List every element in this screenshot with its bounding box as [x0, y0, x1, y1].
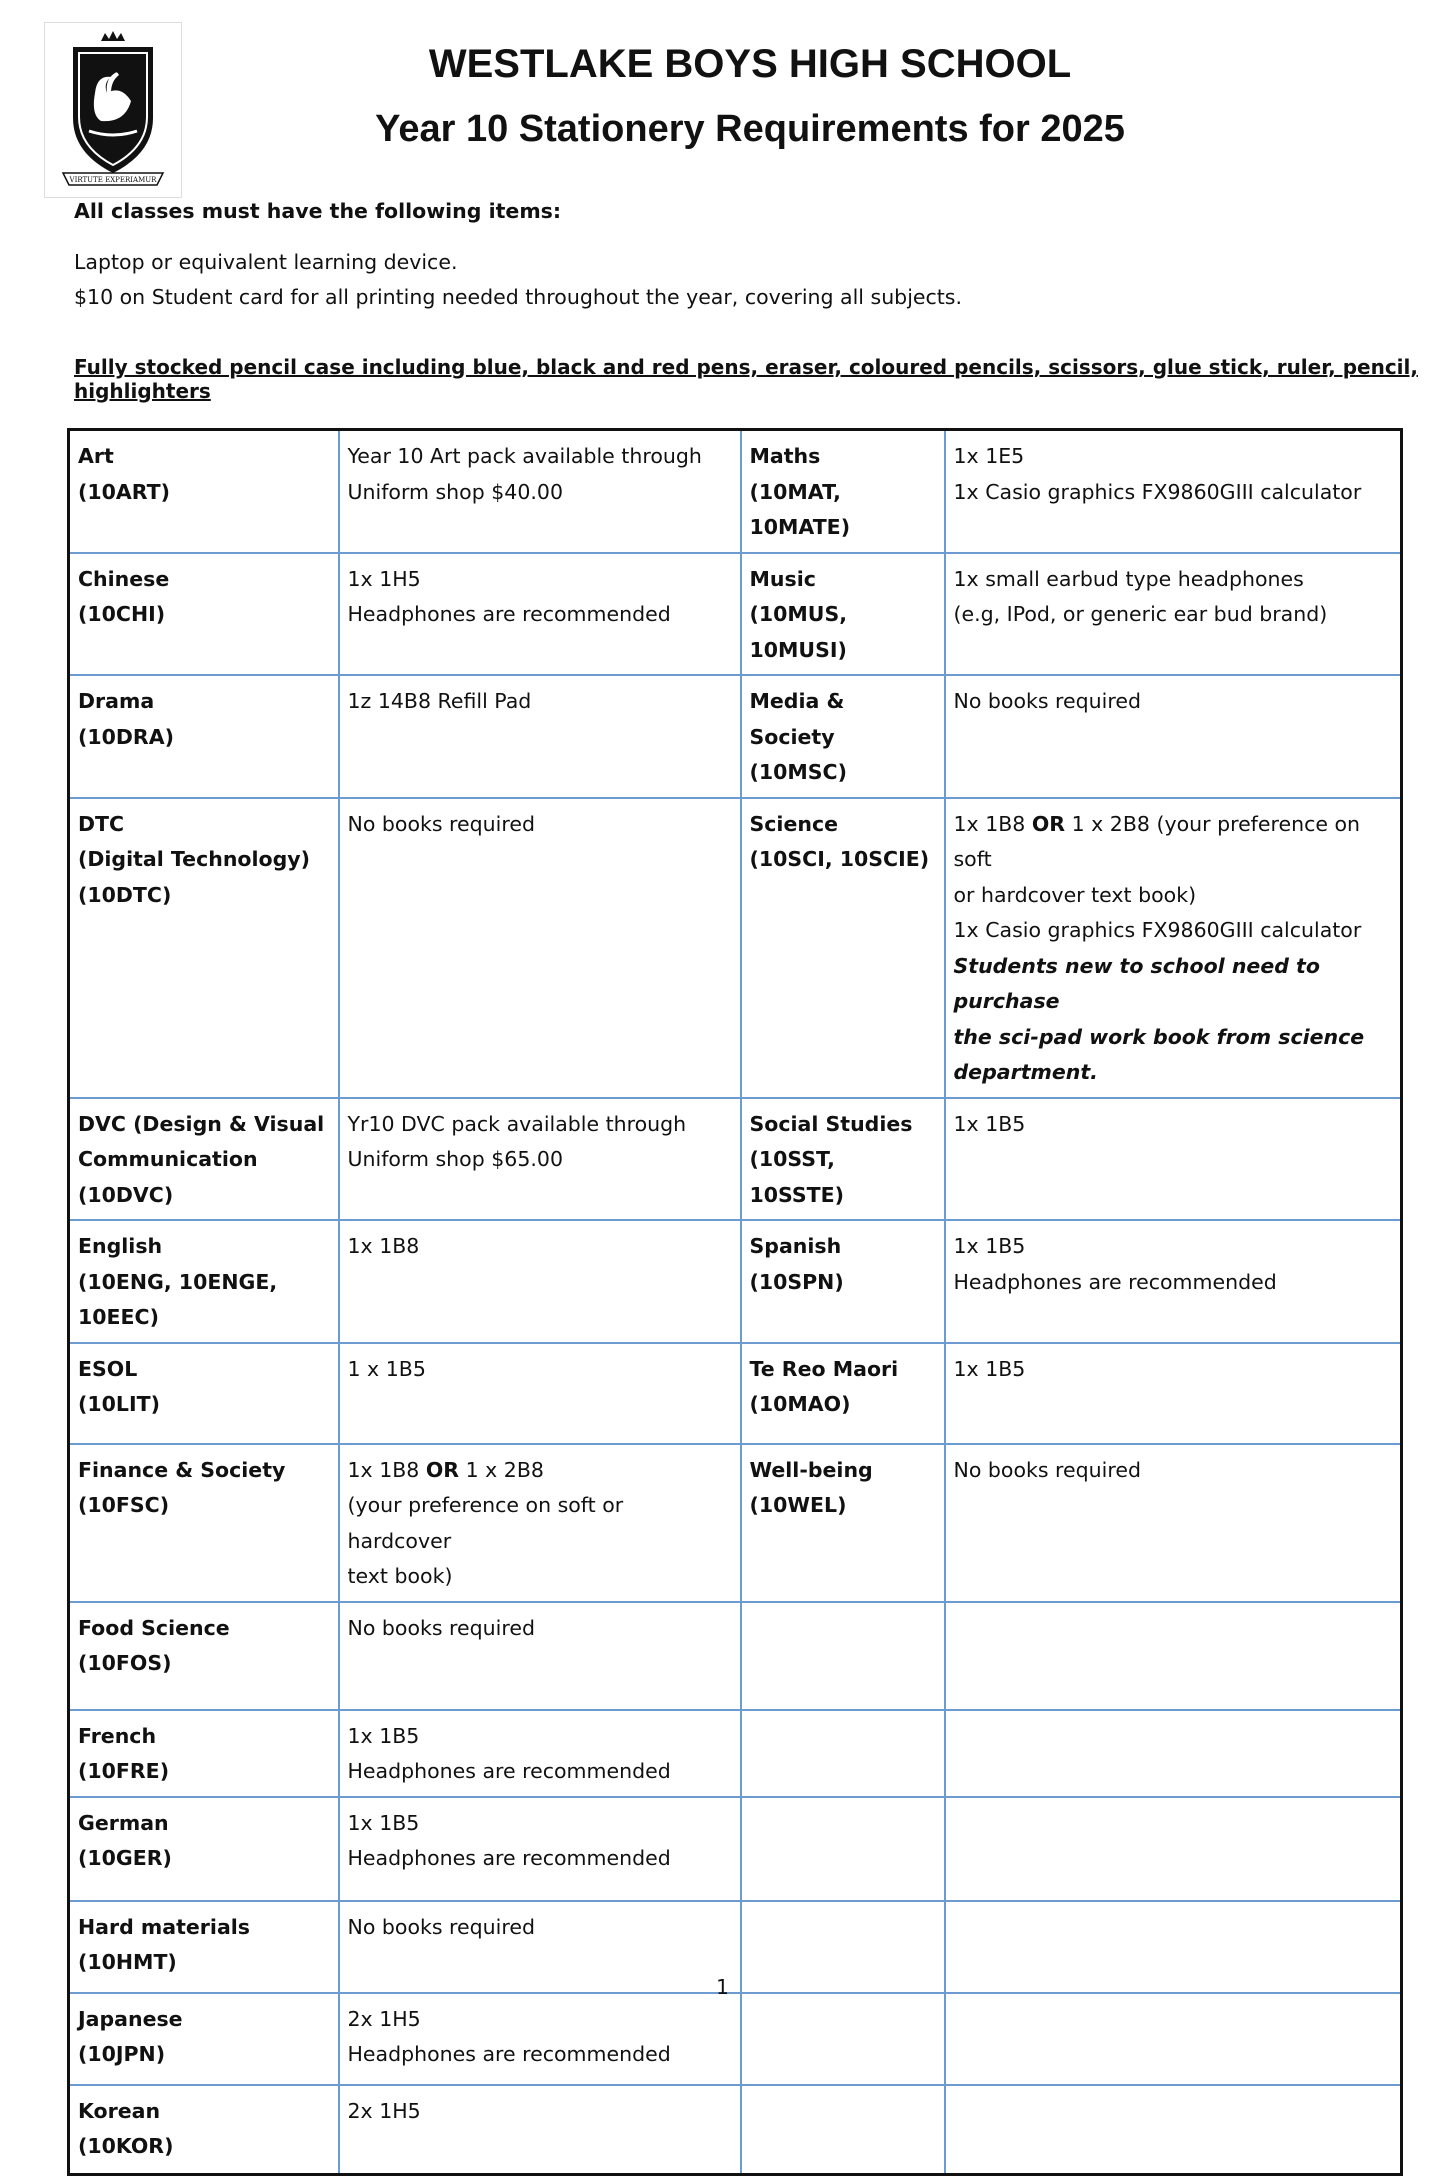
- science-note: department.: [953, 1060, 1098, 1084]
- subject-cell: Social Studies (10SST, 10SSTE): [741, 1098, 945, 1221]
- subject-cell: Media & Society (10MSC): [741, 675, 945, 798]
- table-row: [69, 1444, 1402, 1602]
- subject-cell: Korean (10KOR): [69, 2085, 339, 2175]
- empty-cell: [945, 1993, 1402, 2085]
- subject-cell: Maths (10MAT, 10MATE): [741, 430, 945, 553]
- items-cell: No books required: [945, 675, 1402, 798]
- table-row: [69, 1993, 1402, 2085]
- school-crest: [44, 22, 182, 198]
- items-cell: Yr10 DVC pack available through Uniform shop $65.00: [339, 1098, 741, 1221]
- items-cell: 1x small earbud type headphones (e.g, IPod, or generic ear bud brand): [945, 553, 1402, 676]
- pencil-case-requirement: Fully stocked pencil case including blue, black and red pens, eraser, coloured pencils, scissors, glue stick, ruler, pencil, highlighters: [74, 355, 1418, 403]
- items-cell: 1 x 1B5: [339, 1343, 741, 1444]
- intro-heading: All classes must have the following items:: [74, 199, 562, 223]
- school-name: WESTLAKE BOYS HIGH SCHOOL: [428, 42, 1072, 86]
- items-cell: 1x 1B5: [945, 1098, 1402, 1221]
- items-cell: No books required: [339, 1901, 741, 1993]
- subject-cell: DTC (Digital Technology) (10DTC): [69, 798, 339, 1098]
- items-cell: 1x 1B5 Headphones are recommended: [339, 1710, 741, 1797]
- items-cell: 1x 1B5: [945, 1343, 1402, 1444]
- items-cell: 1x 1H5 Headphones are recommended: [339, 553, 741, 676]
- items-cell: Year 10 Art pack available through Uniform shop $40.00: [339, 430, 741, 553]
- subject-cell: Food Science (10FOS): [69, 1602, 339, 1710]
- intro-line-laptop: Laptop or equivalent learning device.: [74, 250, 458, 274]
- empty-cell: [741, 1993, 945, 2085]
- empty-cell: [945, 2085, 1402, 2175]
- subject-cell: Drama (10DRA): [69, 675, 339, 798]
- table-row: [69, 430, 1402, 553]
- subject-cell: Finance & Society (10FSC): [69, 1444, 339, 1602]
- table-row: [69, 553, 1402, 676]
- items-cell: No books required: [339, 798, 741, 1098]
- items-cell: 1x 1B8: [339, 1220, 741, 1343]
- items-cell: 1x 1B8 OR 1 x 2B8 (your preference on soft or hardcover text book) 1x Casio graphics FX9860GIII calculator Students new to school need to purchase the sci-pad work book from science department.: [945, 798, 1402, 1098]
- table-row: [69, 798, 1402, 1098]
- subject-cell: German (10GER): [69, 1797, 339, 1901]
- items-cell: No books required: [945, 1444, 1402, 1602]
- items-cell: 2x 1H5: [339, 2085, 741, 2175]
- items-cell: No books required: [339, 1602, 741, 1710]
- crest-icon: [45, 23, 181, 197]
- science-note: Students new to school need to purchase: [953, 953, 1320, 1013]
- subject-cell: Science (10SCI, 10SCIE): [741, 798, 945, 1098]
- items-cell: 1x 1E5 1x Casio graphics FX9860GIII calculator: [945, 430, 1402, 553]
- empty-cell: [741, 1710, 945, 1797]
- items-cell: 1x 1B8 OR 1 x 2B8 (your preference on soft or hardcover text book): [339, 1444, 741, 1602]
- subject-cell: Spanish (10SPN): [741, 1220, 945, 1343]
- table-row: [69, 675, 1402, 798]
- subject-cell: Music (10MUS, 10MUSI): [741, 553, 945, 676]
- subject-cell: Chinese (10CHI): [69, 553, 339, 676]
- items-cell: 2x 1H5 Headphones are recommended: [339, 1993, 741, 2085]
- page-title: Year 10 Stationery Requirements for 2025: [375, 108, 1125, 150]
- items-cell: 1z 14B8 Refill Pad: [339, 675, 741, 798]
- subject-cell: Art (10ART): [69, 430, 339, 553]
- empty-cell: [741, 1602, 945, 1710]
- table-row: [69, 1602, 1402, 1710]
- table-row: [69, 1710, 1402, 1797]
- table-row: [69, 1797, 1402, 1901]
- science-note: the sci-pad work book from science: [953, 1024, 1365, 1049]
- items-cell: 1x 1B5 Headphones are recommended: [339, 1797, 741, 1901]
- subject-cell: French (10FRE): [69, 1710, 339, 1797]
- table-row: [69, 1098, 1402, 1221]
- items-cell: 1x 1B5 Headphones are recommended: [945, 1220, 1402, 1343]
- subject-cell: Hard materials (10HMT): [69, 1901, 339, 1993]
- empty-cell: [741, 2085, 945, 2175]
- table-row: [69, 1343, 1402, 1444]
- svg-text:VIRTUTE EXPERIAMUR: VIRTUTE EXPERIAMUR: [69, 176, 157, 184]
- empty-cell: [945, 1602, 1402, 1710]
- subject-cell: Well-being (10WEL): [741, 1444, 945, 1602]
- subject-cell: Japanese (10JPN): [69, 1993, 339, 2085]
- subject-cell: DVC (Design & Visual Communication (10DVC): [69, 1098, 339, 1221]
- empty-cell: [945, 1710, 1402, 1797]
- intro-line-printing: $10 on Student card for all printing needed throughout the year, covering all subjects.: [74, 285, 963, 309]
- subject-cell: ESOL (10LIT): [69, 1343, 339, 1444]
- table-row: [69, 2085, 1402, 2175]
- subject-cell: English (10ENG, 10ENGE, 10EEC): [69, 1220, 339, 1343]
- table-row: [69, 1220, 1402, 1343]
- empty-cell: [945, 1797, 1402, 1901]
- subject-cell: Te Reo Maori (10MAO): [741, 1343, 945, 1444]
- empty-cell: [741, 1797, 945, 1901]
- requirements-table: [67, 428, 1403, 2176]
- page-number: 1: [716, 1975, 729, 1999]
